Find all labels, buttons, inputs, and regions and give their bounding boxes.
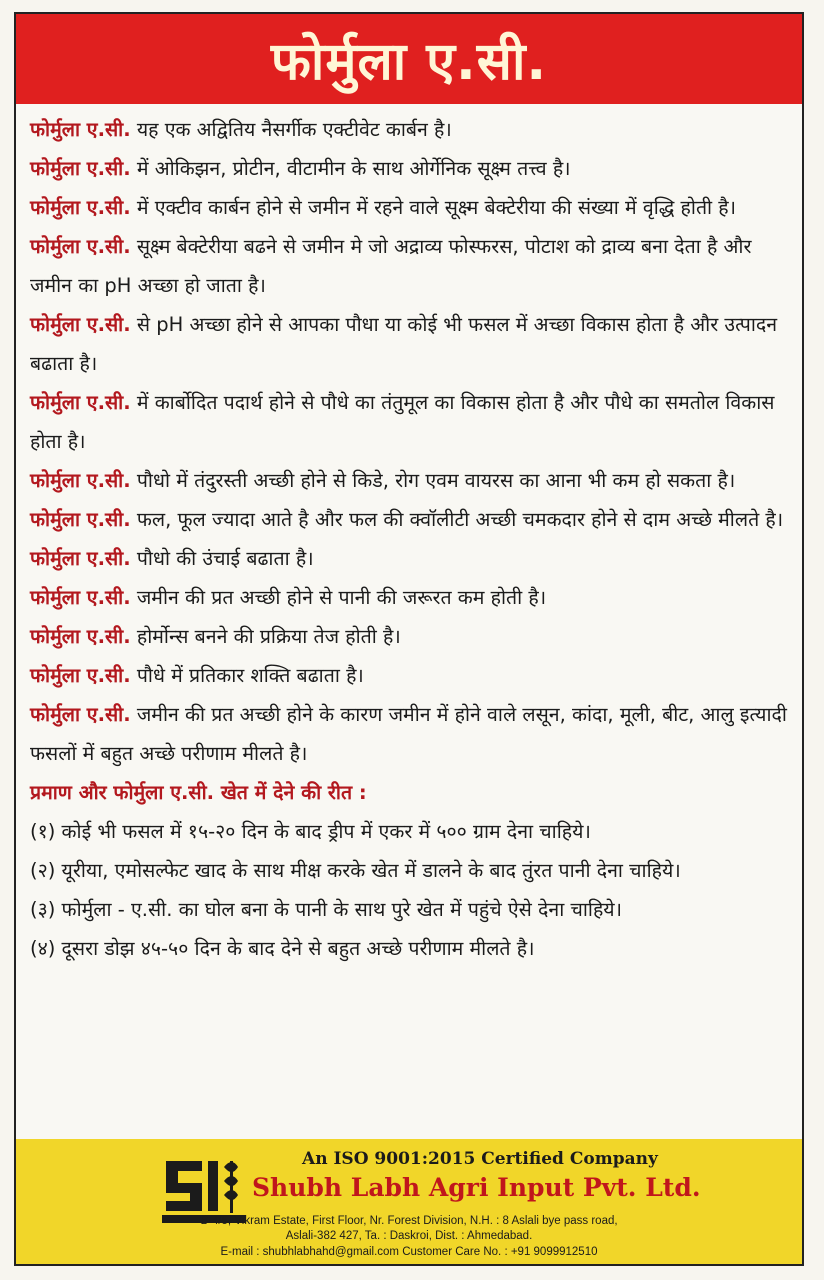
benefit-text: यह एक अद्वितिय नैसर्गीक एक्टीवेट कार्बन है। xyxy=(130,118,452,141)
benefit-paragraph xyxy=(30,461,790,500)
benefit-text: पौधे में प्रतिकार शक्ति बढाता है। xyxy=(130,664,364,687)
usage-method-title: प्रमाण और फोर्मुला ए.सी. खेत में देने की रीत : xyxy=(30,781,367,804)
benefit-text: में ओकिझन, प्रोटीन, वीटामीन के साथ ओर्गेनिक सूक्ष्म तत्त्व है। xyxy=(130,157,571,180)
iso-certification: An ISO 9001:2015 Certified Company xyxy=(302,1149,658,1169)
benefit-paragraph xyxy=(30,149,790,188)
brand-name: फोर्मुला ए.सी. xyxy=(30,196,131,219)
benefit-paragraph xyxy=(30,227,790,305)
benefit-text: जमीन की प्रत अच्छी होने से पानी की जरूरत कम होती है। xyxy=(130,586,547,609)
usage-step: (३) फोर्मुला - ए.सी. का घोल बना के पानी के साथ पुरे खेत में पहुंचे ऐसे देना चाहिये। xyxy=(30,898,622,921)
brand-name: फोर्मुला ए.सी. xyxy=(30,547,131,570)
benefit-text: में एक्टीव कार्बन होने से जमीन में रहने वाले सूक्ष्म बेक्टेरीया की संख्या में वृद्धि होती है। xyxy=(130,196,737,219)
benefit-paragraph xyxy=(30,383,790,461)
benefit-paragraph xyxy=(30,539,790,578)
brand-name: फोर्मुला ए.सी. xyxy=(30,664,131,687)
benefit-text: से pH अच्छा होने से आपका पौधा या कोई भी फसल में अच्छा विकास होता है और उत्पादन बढाता है। xyxy=(30,313,778,375)
benefit-text: होर्मोन्स बनने की प्रक्रिया तेज होती है। xyxy=(130,625,401,648)
brand-name: फोर्मुला ए.सी. xyxy=(30,118,131,141)
benefit-paragraph xyxy=(30,695,790,773)
benefit-paragraph xyxy=(30,500,790,539)
brand-name: फोर्मुला ए.सी. xyxy=(30,625,131,648)
brand-name: फोर्मुला ए.सी. xyxy=(30,586,131,609)
benefit-text: पौधो में तंदुरस्ती अच्छी होने से किडे, रोग एवम वायरस का आना भी कम हो सकता है। xyxy=(130,469,736,492)
address-line: Aslali-382 427, Ta. : Daskroi, Dist. : Ahmedabad. xyxy=(285,1230,533,1242)
benefit-paragraph xyxy=(30,578,790,617)
benefit-text: फल, फूल ज्यादा आते है और फल की क्वॉलीटी अच्छी चमकदार होने से दाम अच्छे मीलते है। xyxy=(130,508,784,531)
brand-name: फोर्मुला ए.सी. xyxy=(30,703,131,726)
benefit-text: सूक्ष्म बेक्टेरीया बढने से जमीन मे जो अद्राव्य फोस्फरस, पोटाश को द्राव्य बना देता है और जमीन का pH अच्छा हो जाता है। xyxy=(30,235,752,297)
benefit-text: पौधो की उंचाई बढाता है। xyxy=(130,547,314,570)
benefit-paragraph xyxy=(30,656,790,695)
brand-name: फोर्मुला ए.सी. xyxy=(30,235,131,258)
benefit-paragraph xyxy=(30,188,790,227)
poster-frame xyxy=(14,12,804,1266)
brand-name: फोर्मुला ए.सी. xyxy=(30,469,131,492)
contact-line: E-mail : shubhlabhahd@gmail.com Customer Care No. : +91 9099912510 xyxy=(220,1246,598,1258)
benefit-paragraph xyxy=(30,305,790,383)
brand-name: फोर्मुला ए.सी. xyxy=(30,508,131,531)
brand-name: फोर्मुला ए.सी. xyxy=(30,391,131,414)
content-body xyxy=(30,110,790,968)
company-footer xyxy=(16,1139,802,1264)
brand-name: फोर्मुला ए.सी. xyxy=(30,157,131,180)
usage-step: (१) कोई भी फसल में १५-२० दिन के बाद ड्रीप में एकर में ५०० ग्राम देना चाहिये। xyxy=(30,820,591,843)
header-banner xyxy=(16,14,802,104)
page-title: फोर्मुला ए.सी. xyxy=(270,31,548,92)
brand-name: फोर्मुला ए.सी. xyxy=(30,313,131,336)
benefit-text: में कार्बोदित पदार्थ होने से पौधे का तंतुमूल का विकास होता है और पौधे का समतोल विकास होता है। xyxy=(30,391,775,453)
usage-step: (४) दूसरा डोझ ४५-५० दिन के बाद देने से बहुत अच्छे परीणाम मीलते है। xyxy=(30,937,535,960)
benefit-paragraph xyxy=(30,617,790,656)
company-name: Shubh Labh Agri Input Pvt. Ltd. xyxy=(252,1173,701,1202)
benefit-paragraph xyxy=(30,110,790,149)
usage-step: (२) यूरीया, एमोसल्फेट खाद के साथ मीक्ष करके खेत में डालने के बाद तुंरत पानी देना चाहिये। xyxy=(30,859,681,882)
address-line: B-4/5, Vikram Estate, First Floor, Nr. Forest Division, N.H. : 8 Aslali bye pass road, xyxy=(200,1215,618,1227)
benefit-text: जमीन की प्रत अच्छी होने के कारण जमीन में होने वाले लसून, कांदा, मूली, बीट, आलु इत्यादी फसलों में बहुत अच्छे परीणाम मीलते है। xyxy=(30,703,787,765)
